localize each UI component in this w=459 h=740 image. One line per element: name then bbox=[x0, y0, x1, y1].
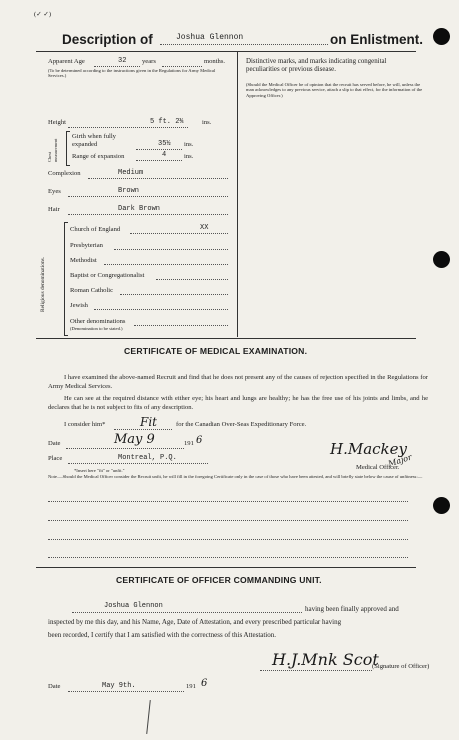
commanding-date-value: May 9th. bbox=[102, 682, 136, 690]
commanding-name-line bbox=[72, 612, 302, 613]
consider-label: I consider him* bbox=[64, 421, 106, 428]
apparent-age-value: 32 bbox=[118, 57, 127, 65]
religion-line-4 bbox=[120, 294, 228, 295]
commanding-top-rule bbox=[36, 567, 416, 568]
medical-year-prefix: 191 bbox=[184, 440, 194, 447]
complexion-value: Medium bbox=[118, 169, 144, 177]
medical-heading: CERTIFICATE OF MEDICAL EXAMINATION. bbox=[124, 346, 308, 356]
religion-mark: XX bbox=[200, 224, 209, 232]
age-note: (To be determined according to the instructions given in the Regulations for Army Medical Services.) bbox=[48, 68, 216, 79]
corner-marks: (✓ ✓) bbox=[34, 11, 52, 18]
religion-line-0 bbox=[130, 233, 228, 234]
years-label: years bbox=[142, 58, 156, 65]
medical-date-value: May 9 bbox=[114, 432, 155, 447]
distinctive-heading: Distinctive marks, and marks indicating congenital peculiarities or previous disease. bbox=[246, 58, 387, 73]
pen-stroke bbox=[146, 700, 151, 734]
unfit-line-2 bbox=[48, 520, 408, 521]
medical-place-value: Montreal, P.Q. bbox=[118, 454, 177, 462]
medical-officer-signature: H.Mackey bbox=[330, 440, 407, 458]
punch-hole-middle bbox=[433, 251, 450, 268]
commanding-signature-line bbox=[260, 670, 372, 671]
medical-para-2: He can see at the required distance with either eye; his heart and lungs are healthy; he has the free use of his joints and limbs, and he declares that he is not subject to fits of any description. bbox=[48, 395, 428, 411]
recruit-name: Joshua Glennon bbox=[176, 33, 244, 42]
religion-church-of-england: Church of England bbox=[70, 226, 121, 233]
eyes-label: Eyes bbox=[48, 188, 61, 195]
expansion-line bbox=[136, 160, 182, 161]
consider-suffix: for the Canadian Over-Seas Expeditionary Force. bbox=[176, 421, 307, 428]
commanding-line-1: having been finally approved and bbox=[305, 605, 399, 613]
religion-methodist: Methodist bbox=[70, 257, 97, 264]
commanding-line-3: been recorded, I certify that I am satisfied with the correctness of this Attestation. bbox=[48, 631, 277, 639]
medical-note: Note.—Should the Medical Officer consider the Recruit unfit, he will fill in the foregoing Certificate only in the case of those who have been attested, and will briefly state below the cause of unfitness:— bbox=[48, 474, 423, 479]
religion-other-note: (Denomination to be stated.) bbox=[70, 326, 123, 331]
complexion-label: Complexion bbox=[48, 170, 81, 177]
medical-date-line bbox=[66, 448, 184, 449]
commanding-line-2: inspected by me this day, and his Name, Age, Date of Attestation, and every prescribed particular having bbox=[48, 618, 342, 626]
religion-jewish: Jewish bbox=[70, 302, 88, 309]
expansion-value: 4 bbox=[162, 151, 167, 159]
religion-presbyterian: Presbyterian bbox=[70, 242, 103, 249]
page-title: Description of bbox=[62, 32, 153, 47]
consider-value: Fit bbox=[140, 415, 157, 429]
religion-line-3 bbox=[156, 279, 228, 280]
age-line bbox=[94, 66, 140, 67]
hair-label: Hair bbox=[48, 206, 60, 213]
months-label: months. bbox=[204, 58, 226, 65]
religion-line-6 bbox=[134, 325, 228, 326]
chest-label: Chest measurement bbox=[47, 138, 58, 162]
medical-date-label: Date bbox=[48, 440, 61, 447]
commanding-date-line bbox=[68, 691, 184, 692]
medical-officer-label: Medical Officer. bbox=[356, 464, 400, 471]
religion-bracket bbox=[64, 222, 68, 336]
consider-line bbox=[114, 429, 172, 430]
religion-line-1 bbox=[114, 249, 228, 250]
expansion-label: Range of expansion bbox=[72, 153, 125, 160]
distinctive-note: (Should the Medical Officer be of opinion that the recruit has served before, he will, unless the man acknowledges to any previous service, attach a slip to that effect, for the information of the Approving Officer.) bbox=[246, 82, 423, 98]
religion-other: Other denominations bbox=[70, 318, 126, 325]
commanding-date-label: Date bbox=[48, 683, 61, 690]
girth-line bbox=[136, 149, 182, 150]
title-name-line bbox=[160, 44, 328, 45]
religion-roman-catholic: Roman Catholic bbox=[70, 287, 114, 294]
medical-year-value: 6 bbox=[196, 435, 203, 446]
hair-value: Dark Brown bbox=[118, 205, 161, 213]
complexion-line bbox=[88, 178, 228, 179]
height-unit: ins. bbox=[202, 119, 212, 126]
column-divider bbox=[237, 52, 238, 337]
apparent-age-label: Apparent Age bbox=[48, 58, 85, 65]
height-label: Height bbox=[48, 119, 66, 126]
commanding-year-prefix: 191 bbox=[186, 683, 196, 690]
unfit-line-3 bbox=[48, 539, 408, 540]
girth-value: 35½ bbox=[158, 140, 171, 148]
girth-label: Girth when fully expanded bbox=[72, 133, 116, 148]
religion-line-2 bbox=[104, 264, 228, 265]
medical-place-label: Place bbox=[48, 455, 63, 462]
hair-line bbox=[68, 214, 228, 215]
insert-note: *Insert here "fit" or "unfit." bbox=[74, 468, 125, 473]
commanding-signature-label: (Signature of Officer) bbox=[372, 663, 430, 670]
eyes-value: Brown bbox=[118, 187, 140, 195]
unfit-line-4 bbox=[48, 557, 408, 558]
eyes-line bbox=[68, 196, 228, 197]
title-rule bbox=[36, 51, 416, 52]
religion-baptist: Baptist or Congregationalist bbox=[70, 272, 145, 279]
medical-place-line bbox=[68, 463, 208, 464]
religion-side-label: Religious denominations. bbox=[40, 256, 46, 312]
commanding-heading: CERTIFICATE OF OFFICER COMMANDING UNIT. bbox=[116, 575, 322, 585]
girth-unit: ins. bbox=[184, 141, 194, 148]
commanding-name-value: Joshua Glennon bbox=[104, 602, 163, 610]
page-title-end: on Enlistment. bbox=[330, 32, 424, 47]
commanding-year-value: 6 bbox=[201, 678, 208, 689]
commanding-officer-signature: H.J.Mnk Scot bbox=[272, 650, 379, 669]
medical-officer-rank: Major bbox=[387, 452, 413, 469]
height-value: 5 ft. 2¾ bbox=[150, 118, 184, 126]
height-line bbox=[68, 127, 188, 128]
religion-line-5 bbox=[94, 309, 228, 310]
medical-top-rule bbox=[36, 338, 416, 339]
punch-hole-lower bbox=[433, 497, 450, 514]
punch-hole-top bbox=[433, 28, 450, 45]
medical-para-1: I have examined the above-named Recruit and find that he does not present any of the causes of rejection specified in the Regulations for Army Medical Services. bbox=[48, 374, 428, 390]
expansion-unit: ins. bbox=[184, 153, 194, 160]
chest-bracket bbox=[66, 131, 70, 166]
unfit-line-1 bbox=[48, 501, 408, 502]
months-line bbox=[162, 66, 202, 67]
